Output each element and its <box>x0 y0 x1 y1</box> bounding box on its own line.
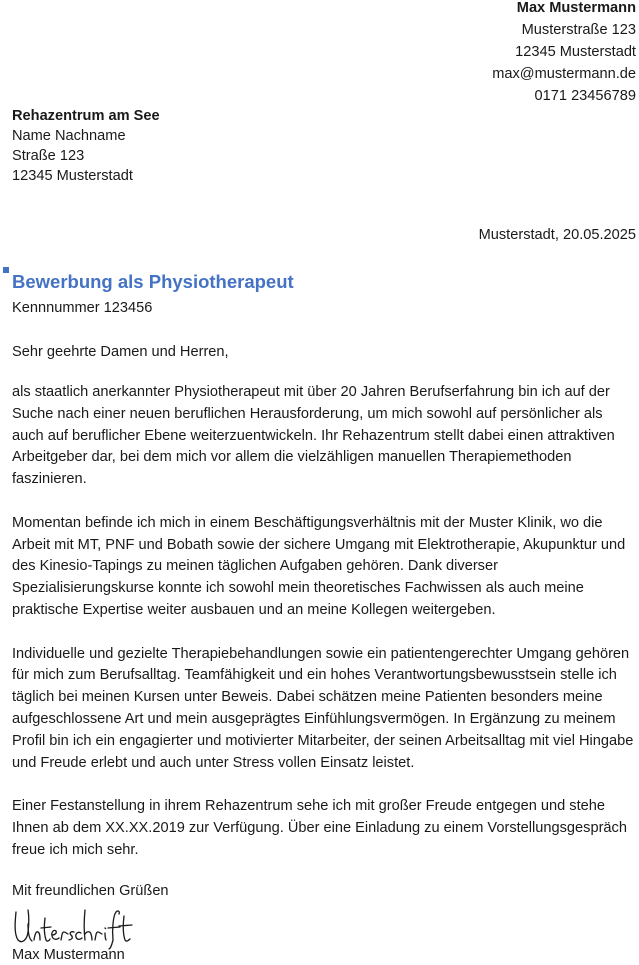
closing-phrase: Mit freundlichen Grüßen <box>12 883 169 899</box>
recipient-city: 12345 Musterstadt <box>12 168 133 184</box>
sender-address-block <box>492 0 636 107</box>
body-paragraph: Momentan befinde ich mich in einem Beschäftigungsverhältnis mit der Muster Klinik, wo die Arbeit mit MT, PNF und Bobath sowie der sichere Umgang mit Elektrotherapie, Akupunktur und des Kinesio-Tapings zu meinen täglichen Aufgaben gehören. Dank diverser Spezialisierungskurse konnte ich sowohl mein theoretisches Fachwissen als auch meine praktische Expertise weiter ausbauen und an meine Kollegen weitergeben. <box>12 514 626 618</box>
letter-date: Musterstadt, 20.05.2025 <box>478 227 636 243</box>
letter-body <box>12 382 637 883</box>
body-paragraph: als staatlich anerkannter Physiotherapeut mit über 20 Jahren Berufserfahrung bin ich auf der Suche nach einer neuen beruflichen Herausforderung, um mich sowohl auf persönlicher als auch auf beruflicher Ebene weiterzuentwickeln. Ihr Rehazentrum stellt dabei einen attraktiven Arbeitgeber dar, bei dem mich vor allem die vielzähligen manuellen Therapiemethoden faszinieren. <box>12 384 615 488</box>
handwritten-signature <box>10 904 134 950</box>
recipient-street: Straße 123 <box>12 148 85 164</box>
recipient-contact: Name Nachname <box>12 128 126 144</box>
sender-street: Musterstraße 123 <box>521 22 636 38</box>
letter-subject: Bewerbung als Physiotherapeut <box>12 271 294 292</box>
sender-phone: 0171 23456789 <box>534 88 636 104</box>
sender-city: 12345 Musterstadt <box>515 44 636 60</box>
recipient-address-block <box>12 106 160 186</box>
body-paragraph: Individuelle und gezielte Therapiebehandlungen sowie ein patientengerechter Umgang gehören für mich zum Berufsalltag. Teamfähigkeit und ein hohes Verantwortungsbewusstsein stelle ich täglich bei meinen Kursen unter Beweis. Dabei schätzen meine Patienten besonders meine aufgeschlossene Art und mein ausgeprägtes Einfühlungsvermögen. In Ergänzung zu meinem Profil bin ich ein engagierter und motivierter Mitarbeiter, der seinen Arbeitsalltag mit viel Hingabe und Freude erlebt und auch unter Stress vollen Einsatz leistet. <box>12 645 634 771</box>
reference-number: Kennnummer 123456 <box>12 300 153 316</box>
salutation: Sehr geehrte Damen und Herren, <box>12 344 229 360</box>
body-paragraph: Einer Festanstellung in ihrem Rehazentrum sehe ich mit großer Freude entgegen und stehe Ihnen ab dem XX.XX.2019 zur Verfügung. Über eine Einladung zu einem Vorstellungsgespräch freue ich mich sehr. <box>12 798 627 858</box>
sender-email: max@mustermann.de <box>492 66 636 82</box>
signature-name: Max Mustermann <box>12 947 125 963</box>
sender-name: Max Mustermann <box>516 0 636 16</box>
recipient-company: Rehazentrum am See <box>12 108 160 124</box>
subject-marker <box>3 267 9 273</box>
